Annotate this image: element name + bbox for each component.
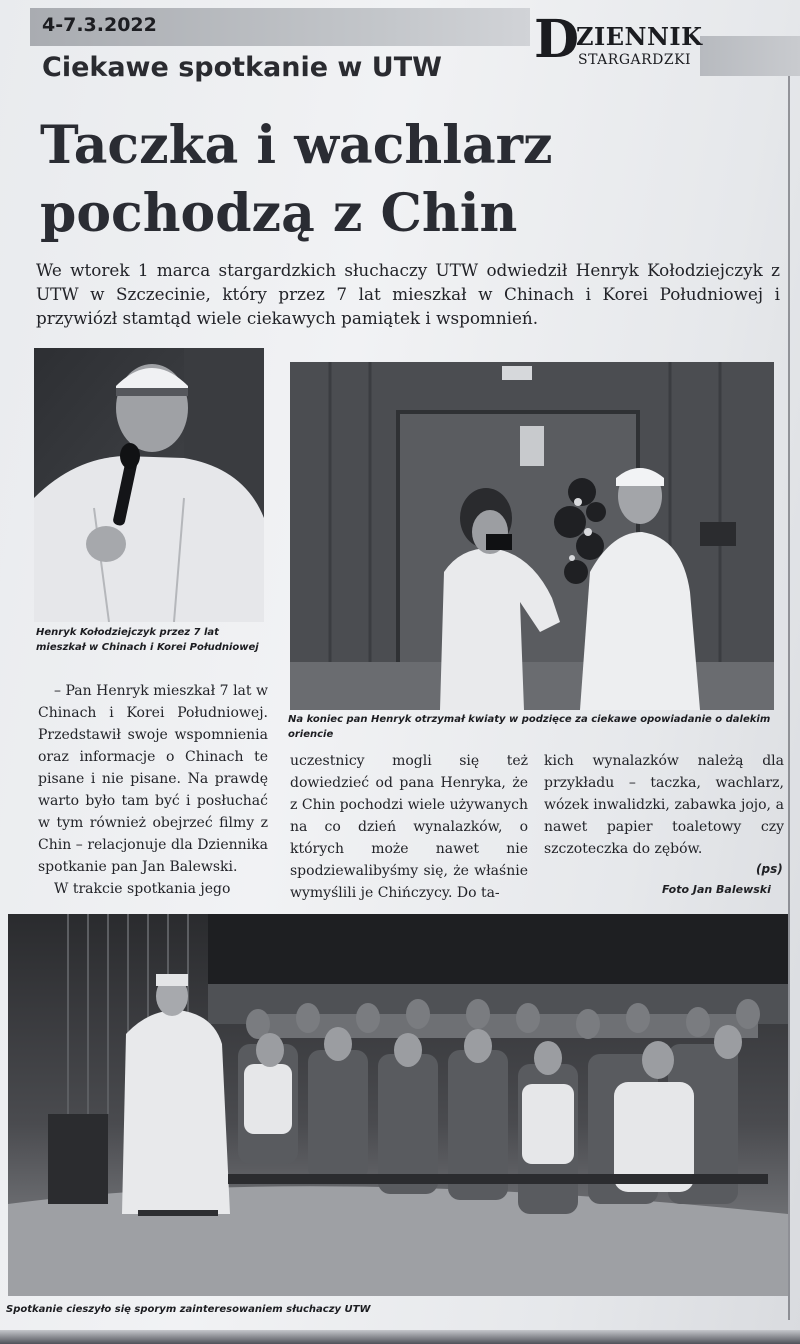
article-column-2 [290,750,528,904]
masthead-bar [700,36,800,76]
issue-date: 4-7.3.2022 [42,14,157,36]
article-column-3 [544,750,784,860]
caption-photo-speaker: Henryk Kołodziejczyk przez 7 lat mieszkał w Chinach i Korei Południowej [36,627,259,653]
article-lead: We wtorek 1 marca stargardzkich słuchaczy UTW odwiedził Henryk Kołodziejczyk z UTW w Szczecinie, który przez 7 lat mieszkał w Chinach i Korei Południowej i przywiózł stamtąd wiele ciekawych pamiątek i wspomnień. [36,260,780,328]
caption-photo-audience: Spotkanie cieszyło się sporym zainteresowaniem słuchaczy UTW [6,1304,371,1315]
author-signature: (ps) [756,862,783,876]
article-column-1 [38,680,268,900]
photo-audience [8,914,788,1296]
logo-initial: D [534,9,580,70]
next-article-strip [0,1330,800,1344]
article-headline [40,112,660,248]
caption-photo-flowers: Na koniec pan Henryk otrzymał kwiaty w podzięce za ciekawe opowiadanie o dalekim oriencie [288,714,771,740]
newspaper-logo [534,9,704,76]
column-1-paragraph-2: W trakcie spotkania jego [54,881,231,897]
column-3-paragraph: kich wynalazków należą dla przykładu – taczka, wachlarz, wózek inwalidzki, zabawka jojo, a nawet papier toaletowy czy szczoteczka do zębów. [544,753,784,857]
logo-title: ZIENNIK [576,22,703,51]
page-fold-line [788,60,790,1320]
photo-flowers [290,362,774,710]
article-kicker: Ciekawe spotkanie w UTW [42,52,442,83]
logo-subtitle: STARGARDZKI [578,52,692,68]
photo-credit: Foto Jan Balewski [662,883,771,896]
column-2-paragraph: uczestnicy mogli się też dowiedzieć od pana Henryka, że z Chin pochodzi wiele używanych na co dzień wynalazków, o których może nawet nie spodziewalibyśmy się, że właśnie wymyślili je Chińczycy. Do ta- [290,753,528,901]
column-1-paragraph-1: – Pan Henryk mieszkał 7 lat w Chinach i Korei Południowej. Przedstawił swoje wspomnienia oraz informacje o Chinach te pisane i nie pisane. Na prawdę warto było tam być i posłuchać w tym również obejrzeć filmy z Chin – relacjonuje dla Dziennika spotkanie pan Jan Balewski. [38,683,268,875]
headline-line-1: Taczka i wachlarz [40,115,553,176]
headline-line-2: pochodzą z Chin [40,183,518,244]
photo-speaker [34,348,264,622]
